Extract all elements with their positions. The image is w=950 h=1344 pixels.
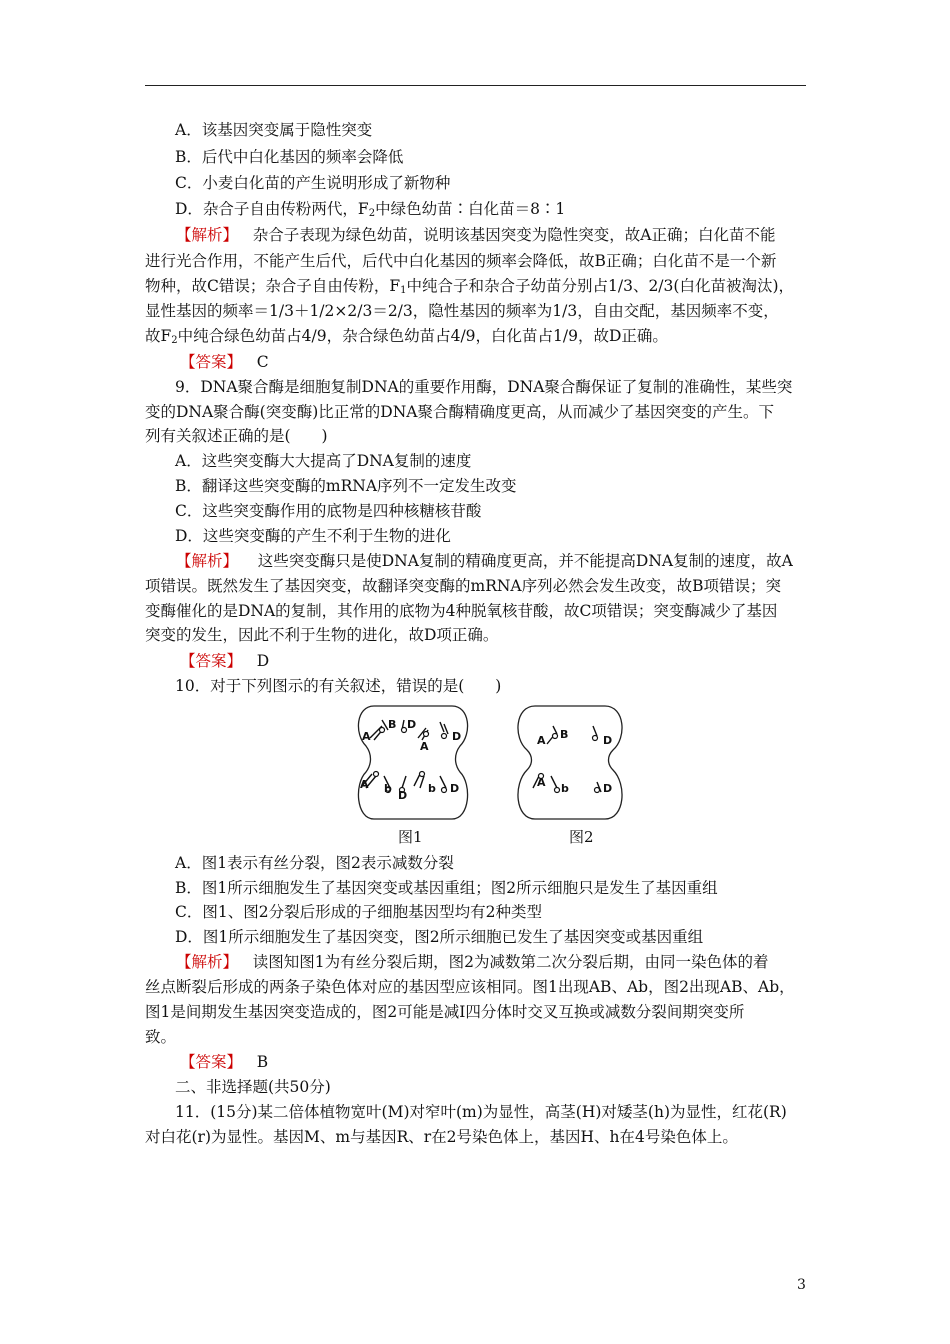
q8-analysis-line-2: 进行光合作用，不能产生后代，后代中白化基因的频率会降低，故B正确；白化苗不是一个新	[145, 252, 777, 270]
q11-stem-line-1: 11．(15分)某二倍体植物宽叶(M)对窄叶(m)为显性，高茎(H)对矮茎(h)为显性，红花(R)	[175, 1103, 787, 1121]
q9-analysis-line-1: 【解析】 这些突变酶只是使DNA复制的精确度更高，并不能提高DNA复制的速度，故A	[176, 552, 793, 570]
figure-1-cell-diagram	[352, 704, 474, 822]
q10-option-d: D．图1所示细胞发生了基因突变，图2所示细胞已发生了基因突变或基因重组	[175, 928, 704, 946]
q8-analysis-line-5: 故$F_2$中纯合绿色幼苗占4/9，杂合绿色幼苗占4/9，白化苗占1/9，故D正确。	[145, 327, 668, 346]
fig1-label: A	[420, 740, 429, 753]
fig1-label: b	[384, 782, 392, 795]
q10-option-a: A．图1表示有丝分裂，图2表示减数分裂	[175, 854, 454, 872]
fig2-label: D	[603, 734, 613, 747]
q10-analysis-line-1: 【解析】 读图知图1为有丝分裂后期，图2为减数第二次分裂后期，由同一染色体的着	[176, 953, 769, 971]
q10-answer: 【答案】 B	[180, 1053, 269, 1071]
fig1-label: D	[452, 730, 462, 743]
fig1-label: D	[407, 718, 417, 731]
section-heading: 二、非选择题(共50分)	[175, 1078, 331, 1096]
fig2-label: b	[561, 782, 569, 795]
q10-option-b: B．图1所示细胞发生了基因突变或基因重组；图2所示细胞只是发生了基因重组	[175, 879, 718, 897]
q9-option-b: B．翻译这些突变酶的mRNA序列不一定发生改变	[175, 477, 517, 495]
q8-analysis-line-3: 物种，故C错误；杂合子自由传粉，$F_1$中纯合子和杂合子幼苗分别占1/3、2/3(白化苗被淘汰)，	[145, 277, 794, 296]
analysis-tag: 【解析】	[176, 552, 239, 570]
fig1-label: D	[398, 789, 408, 802]
q8-option-c: C．小麦白化苗的产生说明形成了新物种	[175, 174, 451, 192]
figure-2-cell-diagram	[513, 704, 627, 822]
q8-analysis-line-1: 【解析】 杂合子表现为绿色幼苗，说明该基因突变为隐性突变，故A正确；白化苗不能	[176, 226, 776, 244]
fig2-label: D	[603, 782, 613, 795]
q11-stem-line-2: 对白花(r)为显性。基因M、m与基因R、r在2号染色体上，基因H、h在4号染色体上。	[145, 1128, 738, 1146]
fig1-label: D	[450, 782, 460, 795]
figure-2-caption: 图2	[569, 828, 594, 846]
q10-option-c: C．图1、图2分裂后形成的子细胞基因型均有2种类型	[175, 903, 542, 921]
fig2-label: B	[560, 728, 569, 741]
answer-tag: 【答案】	[180, 1053, 243, 1071]
fig2-label: A	[537, 734, 546, 747]
q9-stem-line-1: 9．DNA聚合酶是细胞复制DNA的重要作用酶，DNA聚合酶保证了复制的准确性，某些突	[175, 378, 793, 396]
q8-option-a: A．该基因突变属于隐性突变	[175, 121, 373, 139]
figure-1-caption: 图1	[398, 828, 423, 846]
q8-analysis-line-4: 显性基因的频率＝1/3＋1/2×2/3＝2/3，隐性基因的频率为1/3，自由交配，基因频率不变，	[145, 302, 779, 320]
q9-stem-line-2: 变的DNA聚合酶(突变酶)比正常的DNA聚合酶精确度更高，从而减少了基因突变的产生。下	[145, 403, 774, 421]
q9-analysis-line-4: 突变的发生，因此不利于生物的进化，故D项正确。	[145, 626, 499, 644]
q9-option-c: C．这些突变酶作用的底物是四种核糖核苷酸	[175, 502, 482, 520]
answer-tag: 【答案】	[180, 652, 243, 670]
q9-analysis-line-2: 项错误。既然发生了基因突变，故翻译突变酶的mRNA序列必然会发生改变，故B项错误；突	[145, 577, 782, 595]
q9-option-a: A．这些突变酶大大提高了DNA复制的速度	[175, 452, 472, 470]
q9-stem-line-3: 列有关叙述正确的是( )	[145, 427, 328, 445]
q10-stem: 10．对于下列图示的有关叙述，错误的是( )	[175, 677, 502, 695]
q8-answer: 【答案】 C	[180, 353, 269, 371]
fig1-label: b	[428, 782, 436, 795]
answer-tag: 【答案】	[180, 353, 243, 371]
q10-analysis-line-3: 图1是间期发生基因突变造成的，图2可能是减Ⅰ四分体时交叉互换或减数分裂间期突变所	[145, 1003, 745, 1021]
header-rule	[145, 85, 806, 86]
q10-analysis-line-4: 致。	[145, 1028, 177, 1046]
q10-analysis-line-2: 丝点断裂后形成的两条子染色体对应的基因型应该相同。图1出现AB、Ab，图2出现AB、Ab，	[145, 978, 795, 996]
q9-analysis-line-3: 变酶催化的是DNA的复制，其作用的底物为4种脱氧核苷酸，故C项错误；突变酶减少了基因	[145, 602, 778, 620]
q8-option-d: D．杂合子自由传粉两代，$F_2$中绿色幼苗∶白化苗＝8∶1	[175, 200, 566, 219]
q9-option-d: D．这些突变酶的产生不利于生物的进化	[175, 527, 451, 545]
fig1-label: B	[388, 718, 397, 731]
q8-option-b: B．后代中白化基因的频率会降低	[175, 148, 404, 166]
fig2-label: A	[537, 776, 546, 789]
fig1-label: A	[360, 778, 369, 791]
analysis-tag: 【解析】	[176, 226, 239, 244]
fig1-label: A	[362, 730, 371, 743]
q9-answer: 【答案】 D	[180, 652, 270, 670]
page-number: 3	[797, 1277, 806, 1293]
analysis-tag: 【解析】	[176, 953, 239, 971]
fig2-cell-outline	[518, 706, 622, 819]
